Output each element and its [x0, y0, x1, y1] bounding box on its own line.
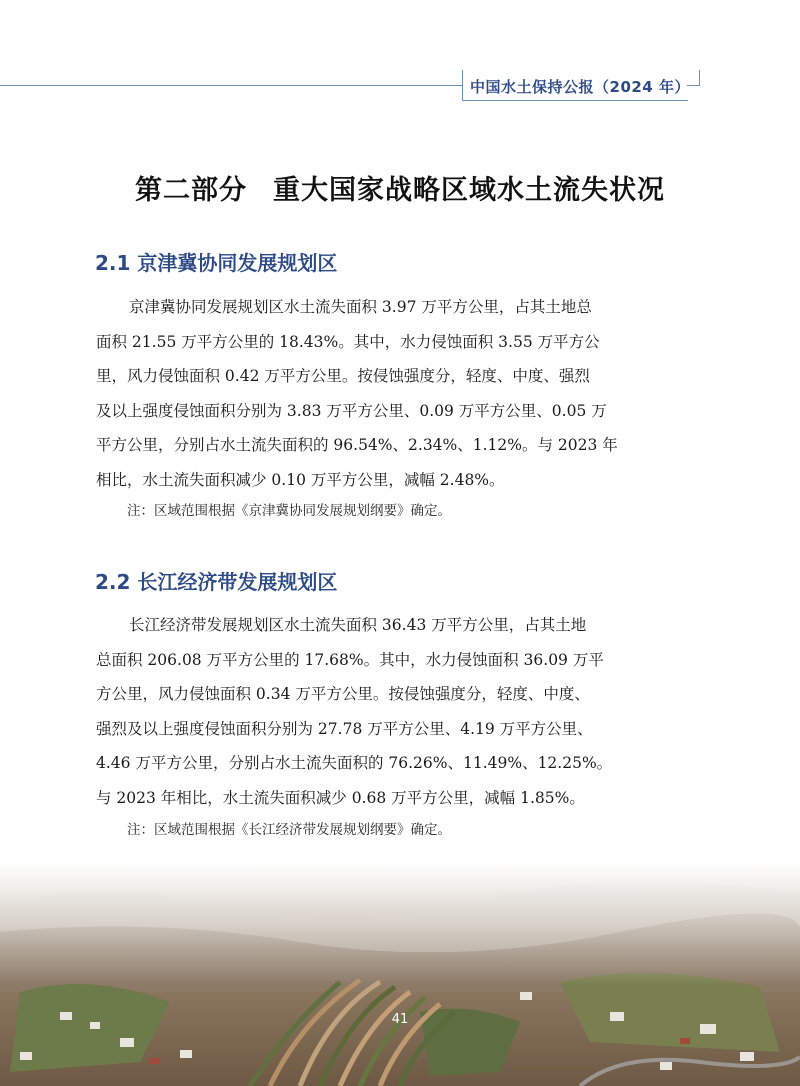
section-2-1-note: 注：区域范围根据《京津冀协同发展规划纲要》确定。 — [127, 503, 451, 519]
paragraph-line: 京津冀协同发展规划区水土流失面积 3.97 万平方公里，占其土地总 — [129, 298, 592, 316]
part-label: 第二部分 — [135, 175, 247, 206]
paragraph-line: 总面积 206.08 万平方公里的 17.68%。其中，水力侵蚀面积 36.09 万平 — [96, 650, 604, 669]
part-title — [0, 168, 800, 207]
page-number: 41 — [391, 1012, 409, 1027]
header-rule — [0, 85, 462, 86]
paragraph-line: 长江经济带发展规划区水土流失面积 36.43 万平方公里，占其土地 — [129, 616, 587, 634]
running-header: 中国水土保持公报（2024 年） — [470, 78, 690, 96]
section-2-1-paragraph — [96, 290, 708, 497]
section-heading-2-2: 2.2 长江经济带发展规划区 — [95, 570, 338, 594]
paragraph-line: 方公里，风力侵蚀面积 0.34 万平方公里。按侵蚀强度分，轻度、中度、 — [96, 685, 590, 703]
paragraph-line: 与 2023 年相比，水土流失面积减少 0.68 万平方公里，减幅 1.85%。 — [96, 788, 585, 807]
terraced-landscape-photo — [0, 862, 800, 1086]
paragraph-line: 强烈及以上强度侵蚀面积分别为 27.78 万平方公里、4.19 万平方公里、 — [96, 719, 593, 738]
section-2-2-note: 注：区域范围根据《长江经济带发展规划纲要》确定。 — [127, 822, 451, 838]
paragraph-line: 里，风力侵蚀面积 0.42 万平方公里。按侵蚀强度分，轻度、中度、强烈 — [96, 367, 590, 385]
section-2-2-paragraph — [96, 608, 708, 815]
paragraph-line: 4.46 万平方公里，分别占水土流失面积的 76.26%、11.49%、12.25%。 — [96, 754, 613, 772]
paragraph-line: 相比，水土流失面积减少 0.10 万平方公里，减幅 2.48%。 — [96, 470, 505, 489]
section-heading-2-1: 2.1 京津冀协同发展规划区 — [95, 251, 338, 275]
paragraph-line: 及以上强度侵蚀面积分别为 3.83 万平方公里、0.09 万平方公里、0.05 万 — [96, 401, 607, 420]
paragraph-line: 面积 21.55 万平方公里的 18.43%。其中，水力侵蚀面积 3.55 万平方公 — [96, 332, 600, 351]
paragraph-line: 平方公里，分别占水土流失面积的 96.54%、2.34%、1.12%。与 2023 年 — [96, 436, 618, 454]
part-title-text: 重大国家战略区域水土流失状况 — [273, 175, 665, 206]
